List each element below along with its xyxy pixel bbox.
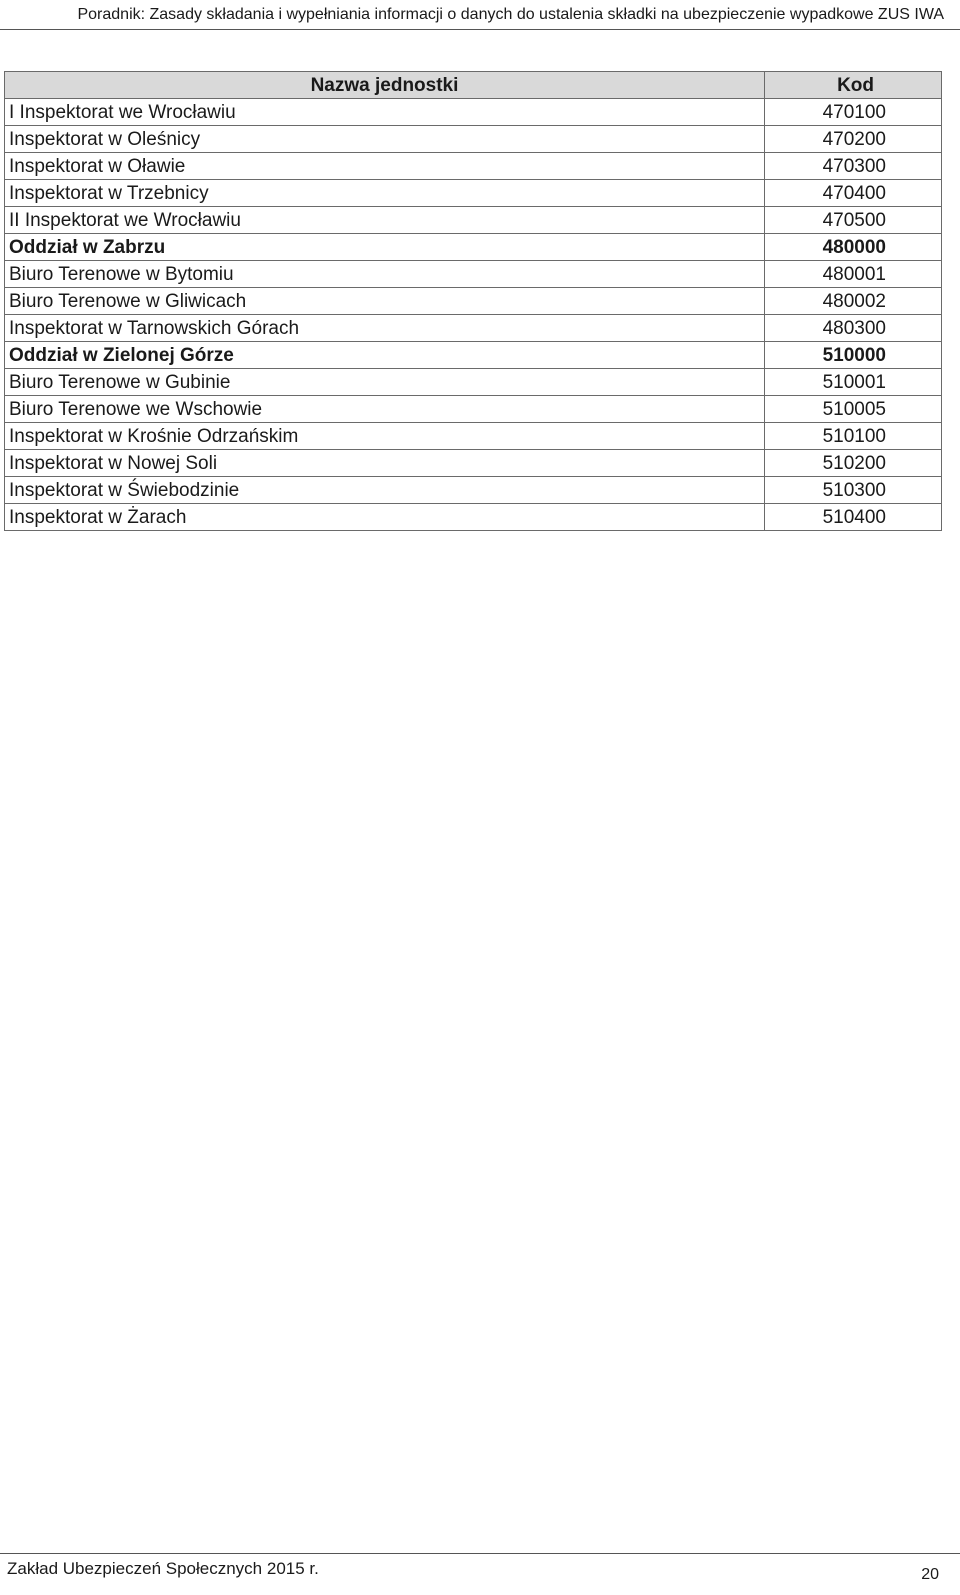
unit-code-cell: 470400 (765, 180, 942, 207)
table-row (5, 99, 942, 126)
unit-code-cell: 510300 (765, 477, 942, 504)
unit-code-cell: 510100 (765, 423, 942, 450)
unit-code-cell: 510005 (765, 396, 942, 423)
unit-name-cell: Inspektorat w Oławie (5, 153, 765, 180)
unit-code-cell: 470300 (765, 153, 942, 180)
column-header-name: Nazwa jednostki (5, 72, 765, 99)
unit-code-cell: 480001 (765, 261, 942, 288)
unit-code-cell: 470500 (765, 207, 942, 234)
table-row (5, 261, 942, 288)
unit-code-cell: 470100 (765, 99, 942, 126)
unit-code-cell: 470200 (765, 126, 942, 153)
unit-code-cell: 480300 (765, 315, 942, 342)
unit-name-cell: Oddział w Zielonej Górze (5, 342, 765, 369)
table-row (5, 342, 942, 369)
page-header-title: Poradnik: Zasady składania i wypełniania informacji o danych do ustalenia składki na ubezpieczenie wypadkowe ZUS IWA (77, 6, 944, 23)
header-divider (0, 29, 960, 30)
unit-name-cell: I Inspektorat we Wrocławiu (5, 99, 765, 126)
table-row (5, 477, 942, 504)
table-row (5, 180, 942, 207)
table-row (5, 288, 942, 315)
table-row (5, 207, 942, 234)
unit-code-cell: 480002 (765, 288, 942, 315)
unit-code-cell: 510400 (765, 504, 942, 531)
unit-name-cell: Biuro Terenowe w Bytomiu (5, 261, 765, 288)
unit-name-cell: Inspektorat w Krośnie Odrzańskim (5, 423, 765, 450)
table-row (5, 450, 942, 477)
unit-code-cell: 510001 (765, 369, 942, 396)
unit-name-cell: Inspektorat w Trzebnicy (5, 180, 765, 207)
unit-name-cell: Biuro Terenowe we Wschowie (5, 396, 765, 423)
unit-name-cell: Biuro Terenowe w Gliwicach (5, 288, 765, 315)
table-body (5, 99, 942, 531)
units-table (4, 71, 942, 531)
page-number: 20 (921, 1566, 939, 1583)
unit-name-cell: Oddział w Zabrzu (5, 234, 765, 261)
footer-divider (0, 1553, 960, 1554)
table-row (5, 396, 942, 423)
unit-code-cell: 510000 (765, 342, 942, 369)
footer-publisher: Zakład Ubezpieczeń Społecznych 2015 r. (7, 1559, 319, 1578)
table-row (5, 234, 942, 261)
unit-name-cell: Inspektorat w Świebodzinie (5, 477, 765, 504)
unit-name-cell: Inspektorat w Oleśnicy (5, 126, 765, 153)
unit-code-cell: 480000 (765, 234, 942, 261)
unit-name-cell: Biuro Terenowe w Gubinie (5, 369, 765, 396)
unit-name-cell: Inspektorat w Żarach (5, 504, 765, 531)
table-row (5, 126, 942, 153)
table-row (5, 315, 942, 342)
column-header-code: Kod (765, 72, 942, 99)
table-row (5, 423, 942, 450)
unit-name-cell: Inspektorat w Tarnowskich Górach (5, 315, 765, 342)
unit-name-cell: II Inspektorat we Wrocławiu (5, 207, 765, 234)
unit-code-cell: 510200 (765, 450, 942, 477)
table-row (5, 369, 942, 396)
unit-name-cell: Inspektorat w Nowej Soli (5, 450, 765, 477)
table-header-row (5, 72, 942, 99)
table-row (5, 153, 942, 180)
table-row (5, 504, 942, 531)
